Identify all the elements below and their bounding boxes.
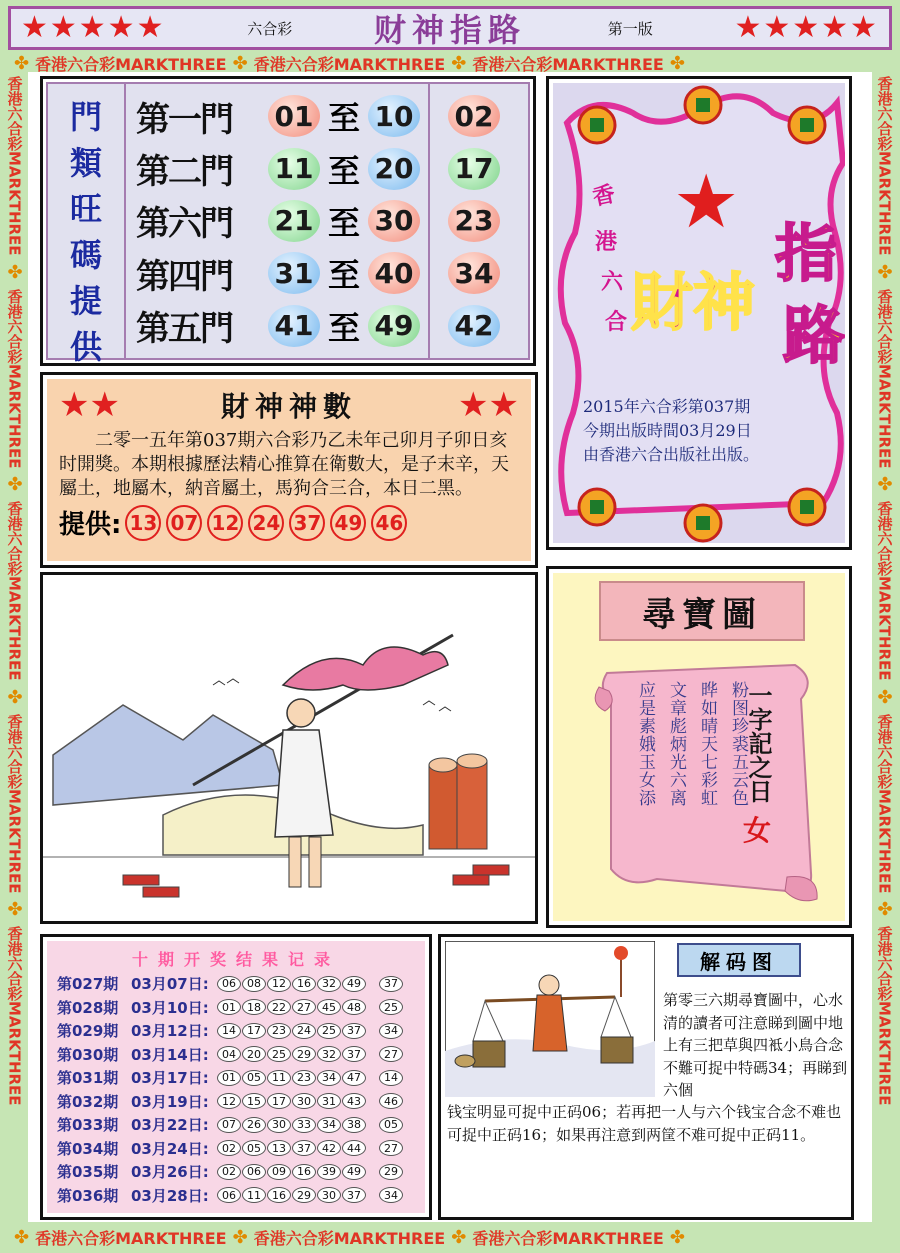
door-numbers-panel	[40, 76, 536, 366]
door-label: 第五門	[136, 309, 232, 350]
clover-icon: ✤	[669, 52, 685, 74]
band-text: 香港六合彩MARKTHREE	[472, 54, 664, 74]
result-date: 03月12日:	[131, 1022, 209, 1041]
door-divider	[428, 84, 430, 358]
result-number-ball: 24	[292, 1023, 316, 1039]
door-row	[136, 198, 528, 244]
clover-icon: ✤	[874, 686, 896, 708]
provided-number-circle: 07	[166, 505, 202, 541]
door-label: 第一門	[136, 99, 232, 140]
result-number-ball: 11	[242, 1187, 266, 1203]
result-period: 第033期	[57, 1116, 119, 1135]
results-title: 十期开奖结果记录	[131, 950, 340, 969]
result-number-ball: 34	[317, 1070, 341, 1086]
result-number-ball: 07	[217, 1117, 241, 1133]
door-label: 第二門	[136, 152, 232, 193]
result-number-ball: 43	[342, 1093, 366, 1109]
right-marquee-band	[872, 76, 898, 1224]
poem-line: 应是素娥玉女添	[635, 681, 655, 807]
clover-icon: ✤	[451, 52, 467, 74]
result-number-ball: 32	[317, 976, 341, 992]
result-date: 03月07日:	[131, 975, 209, 994]
side-char: 類	[69, 144, 102, 182]
publisher-line: 由香港六合出版社出版。	[583, 445, 760, 464]
result-number-ball: 17	[267, 1093, 291, 1109]
poster-zhi-text: 指	[775, 217, 838, 290]
treasure-title: 尋寶圖	[599, 581, 805, 641]
band-text: 香港六合彩MARKTHREE	[5, 926, 24, 1106]
special-number-ball: 46	[379, 1093, 403, 1109]
result-number-ball: 20	[242, 1046, 266, 1062]
result-number-ball: 30	[267, 1117, 291, 1133]
band-text: 香港六合彩MARKTHREE	[472, 1228, 664, 1248]
decode-text-bottom: 钱宝明显可捉中正码06；若再把一人与六个钱宝合念不难也可捉中正码16；如果再注意到两筐不难可捉中正码11。	[447, 1103, 842, 1144]
band-text: 香港六合彩MARKTHREE	[875, 713, 894, 894]
result-number-ball: 30	[317, 1187, 341, 1203]
side-char: 碼	[69, 236, 102, 274]
provided-number-circle: 24	[248, 505, 284, 541]
range-to-label: 至	[328, 308, 361, 347]
band-text: 香港六合彩MARKTHREE	[875, 926, 894, 1106]
result-number-ball: 17	[242, 1023, 266, 1039]
header-stars-left: ★★★★★	[21, 10, 166, 45]
result-number-ball: 18	[242, 999, 266, 1015]
special-number-ball: 37	[379, 976, 403, 992]
range-to-label: 至	[328, 151, 361, 190]
band-text: 香港六合彩MARKTHREE	[875, 501, 894, 681]
decode-text-right: 第零三六期尋寶圖中，心水清的讀者可注意睇到圖中地上有三把草與四袛小鳥合念不難可捉中特碼34；再睇到六個	[663, 991, 848, 1099]
band-text: 香港六合彩MARKTHREE	[5, 288, 24, 469]
range-end-ball: 30	[368, 200, 420, 242]
result-number-ball: 49	[342, 976, 366, 992]
riddle-text: 一字記之日	[744, 683, 772, 803]
clover-icon: ✤	[874, 474, 896, 496]
result-period: 第028期	[57, 998, 119, 1017]
provided-number-circle: 46	[371, 505, 407, 541]
clover-icon: ✤	[232, 1226, 248, 1248]
results-record-panel	[40, 934, 432, 1220]
illustration-panel	[40, 572, 538, 924]
side-char: 旺	[69, 190, 102, 228]
result-number-ball: 02	[217, 1140, 241, 1156]
result-number-ball: 13	[267, 1140, 291, 1156]
result-row	[57, 972, 415, 996]
decode-title: 解码图	[677, 943, 801, 977]
issue-line: 2015年六合彩第037期	[583, 397, 751, 416]
side-char: 供	[69, 328, 102, 366]
provided-number-circle: 37	[289, 505, 325, 541]
result-number-ball: 09	[267, 1164, 291, 1180]
door-row	[136, 93, 528, 139]
result-period: 第034期	[57, 1139, 119, 1158]
result-period: 第036期	[57, 1186, 119, 1205]
range-end-ball: 20	[368, 148, 420, 190]
result-number-ball: 30	[292, 1093, 316, 1109]
clover-icon: ✤	[874, 261, 896, 283]
side-char: 門	[69, 98, 102, 136]
band-text: 香港六合彩MARKTHREE	[253, 54, 446, 74]
result-row	[57, 1113, 415, 1137]
result-number-ball: 01	[217, 999, 241, 1015]
star-icon: ★★	[59, 385, 120, 425]
special-number-ball: 14	[379, 1070, 403, 1086]
treasure-poem	[633, 681, 751, 807]
result-row	[57, 1043, 415, 1067]
result-period: 第029期	[57, 1022, 119, 1041]
special-number-ball: 27	[379, 1140, 403, 1156]
band-text: 香港六合彩MARKTHREE	[5, 501, 24, 681]
band-text: 香港六合彩MARKTHREE	[35, 1228, 227, 1248]
man-with-flag-illustration	[43, 575, 535, 921]
range-to-label: 至	[328, 256, 361, 295]
result-number-ball: 47	[342, 1070, 366, 1086]
result-number-ball: 06	[217, 1187, 241, 1203]
result-row	[57, 1160, 415, 1184]
door-row	[136, 303, 528, 349]
result-date: 03月17日:	[131, 1069, 209, 1088]
poem-line: 晔如晴天七彩虹	[697, 681, 717, 807]
result-number-ball: 49	[342, 1164, 366, 1180]
result-period: 第032期	[57, 1092, 119, 1111]
red-star-icon: ★	[673, 159, 740, 245]
result-number-ball: 25	[317, 1023, 341, 1039]
result-row	[57, 996, 415, 1020]
result-date: 03月24日:	[131, 1139, 209, 1158]
treasure-map-panel	[546, 566, 852, 928]
result-number-ball: 45	[317, 999, 341, 1015]
shenshu-description: 二零一五年第037期六合彩乃乙未年己卯月子卯日亥时開獎。本期根據歷法精心推算在衛數大，是子末辛，天屬土，地屬木，納音屬土，馬狗合三合，本日二黑。	[59, 430, 509, 499]
result-date: 03月10日:	[131, 998, 209, 1017]
result-number-ball: 08	[242, 976, 266, 992]
poster-caishen-text: 財神	[631, 266, 756, 339]
result-row	[57, 1066, 415, 1090]
result-number-ball: 27	[292, 999, 316, 1015]
band-text: 香港六合彩MARKTHREE	[875, 76, 894, 256]
result-number-ball: 15	[242, 1093, 266, 1109]
result-number-ball: 04	[217, 1046, 241, 1062]
result-number-ball: 16	[292, 1164, 316, 1180]
clover-icon: ✤	[14, 52, 30, 74]
result-number-ball: 37	[292, 1140, 316, 1156]
range-start-ball: 11	[268, 148, 320, 190]
poem-line: 文章彪炳光六离	[666, 681, 686, 807]
door-row	[136, 146, 528, 192]
provided-numbers	[59, 504, 519, 541]
clover-icon: ✤	[874, 899, 896, 921]
provide-label: 提供:	[59, 510, 122, 541]
poster-char: 香	[590, 181, 618, 212]
special-number-ball: 34	[379, 1023, 403, 1039]
result-number-ball: 29	[292, 1187, 316, 1203]
special-number-ball: 27	[379, 1046, 403, 1062]
clover-icon: ✤	[4, 899, 26, 921]
caishen-numbers-panel	[40, 372, 538, 568]
result-number-ball: 16	[267, 1187, 291, 1203]
result-number-ball: 23	[267, 1023, 291, 1039]
clover-icon: ✤	[14, 1226, 30, 1248]
result-number-ball: 23	[292, 1070, 316, 1086]
result-number-ball: 12	[267, 976, 291, 992]
result-number-ball: 12	[217, 1093, 241, 1109]
header-stars-right: ★★★★★	[734, 10, 879, 45]
poem-line: 粉图珍裘五云色	[728, 681, 748, 807]
range-to-label: 至	[328, 99, 361, 138]
result-number-ball: 14	[217, 1023, 241, 1039]
result-number-ball: 16	[292, 976, 316, 992]
provided-number-circle: 13	[125, 505, 161, 541]
range-end-ball: 10	[368, 95, 420, 137]
door-rows	[126, 84, 528, 358]
result-number-ball: 31	[317, 1093, 341, 1109]
result-row	[57, 1090, 415, 1114]
clover-icon: ✤	[4, 686, 26, 708]
hot-number-ball: 34	[448, 252, 500, 294]
result-number-ball: 34	[317, 1117, 341, 1133]
clover-icon: ✤	[4, 261, 26, 283]
special-number-ball: 25	[379, 999, 403, 1015]
result-number-ball: 48	[342, 999, 366, 1015]
result-period: 第027期	[57, 975, 119, 994]
door-row	[136, 250, 528, 296]
result-number-ball: 33	[292, 1117, 316, 1133]
band-text: 香港六合彩MARKTHREE	[5, 76, 24, 256]
hot-number-ball: 17	[448, 148, 500, 190]
result-number-ball: 32	[317, 1046, 341, 1062]
results-table	[57, 972, 415, 1207]
result-period: 第031期	[57, 1069, 119, 1088]
clover-icon: ✤	[451, 1226, 467, 1248]
poster-char: 六	[601, 270, 624, 295]
decode-panel	[438, 934, 854, 1220]
result-number-ball: 25	[267, 1046, 291, 1062]
band-text: 香港六合彩MARKTHREE	[35, 54, 227, 74]
result-period: 第035期	[57, 1163, 119, 1182]
result-number-ball: 05	[242, 1070, 266, 1086]
result-number-ball: 01	[217, 1070, 241, 1086]
porter-illustration	[445, 941, 655, 1097]
special-number-ball: 05	[379, 1117, 403, 1133]
result-number-ball: 37	[342, 1023, 366, 1039]
poster-issue-info	[583, 395, 759, 467]
edition-label: 第一版	[607, 19, 653, 38]
door-label: 第六門	[136, 204, 232, 245]
special-number-ball: 34	[379, 1187, 403, 1203]
result-number-ball: 42	[317, 1140, 341, 1156]
band-text: 香港六合彩MARKTHREE	[5, 713, 24, 894]
range-end-ball: 40	[368, 252, 420, 294]
result-number-ball: 39	[317, 1164, 341, 1180]
result-number-ball: 29	[292, 1046, 316, 1062]
door-panel-side-title	[48, 84, 126, 366]
result-date: 03月14日:	[131, 1045, 209, 1064]
provided-number-circle: 12	[207, 505, 243, 541]
result-number-ball: 06	[242, 1164, 266, 1180]
range-end-ball: 49	[368, 305, 420, 347]
result-row	[57, 1137, 415, 1161]
clover-icon: ✤	[4, 474, 26, 496]
result-number-ball: 05	[242, 1140, 266, 1156]
left-marquee-band	[2, 76, 28, 1224]
result-date: 03月19日:	[131, 1092, 209, 1111]
result-period: 第030期	[57, 1045, 119, 1064]
provided-number-circle: 49	[330, 505, 366, 541]
caishen-poster	[546, 76, 852, 550]
result-row	[57, 1184, 415, 1208]
result-date: 03月22日:	[131, 1116, 209, 1135]
hot-number-ball: 23	[448, 200, 500, 242]
page-title: 财神指路	[373, 11, 526, 49]
result-number-ball: 44	[342, 1140, 366, 1156]
result-number-ball: 11	[267, 1070, 291, 1086]
top-marquee-band	[8, 52, 892, 74]
result-number-ball: 02	[217, 1164, 241, 1180]
result-date: 03月26日:	[131, 1163, 209, 1182]
poster-char: 合	[605, 310, 628, 335]
band-text: 香港六合彩MARKTHREE	[253, 1228, 446, 1248]
riddle-answer: 女	[743, 814, 772, 847]
special-number-ball: 29	[379, 1164, 403, 1180]
result-number-ball: 37	[342, 1187, 366, 1203]
range-start-ball: 21	[268, 200, 320, 242]
range-start-ball: 31	[268, 252, 320, 294]
result-number-ball: 38	[342, 1117, 366, 1133]
result-date: 03月28日:	[131, 1186, 209, 1205]
result-number-ball: 22	[267, 999, 291, 1015]
range-to-label: 至	[328, 203, 361, 242]
range-start-ball: 41	[268, 305, 320, 347]
band-text: 香港六合彩MARKTHREE	[875, 288, 894, 469]
publish-time-line: 今期出版時間03月29日	[583, 421, 752, 440]
result-number-ball: 37	[342, 1046, 366, 1062]
section-title: 財神神數	[220, 390, 357, 423]
side-char: 提	[69, 282, 102, 320]
result-row	[57, 1019, 415, 1043]
hot-number-ball: 02	[448, 95, 500, 137]
star-icon: ★★	[458, 385, 519, 425]
range-start-ball: 01	[268, 95, 320, 137]
bottom-marquee-band	[8, 1226, 892, 1248]
header-banner	[8, 6, 892, 50]
poster-lu-text: 路	[783, 299, 845, 372]
hot-number-ball: 42	[448, 305, 500, 347]
result-number-ball: 26	[242, 1117, 266, 1133]
clover-icon: ✤	[232, 52, 248, 74]
door-label: 第四門	[136, 256, 232, 297]
clover-icon: ✤	[669, 1226, 685, 1248]
poster-char: 港	[595, 230, 618, 255]
result-number-ball: 06	[217, 976, 241, 992]
header-lottery-label: 六合彩	[247, 19, 293, 38]
